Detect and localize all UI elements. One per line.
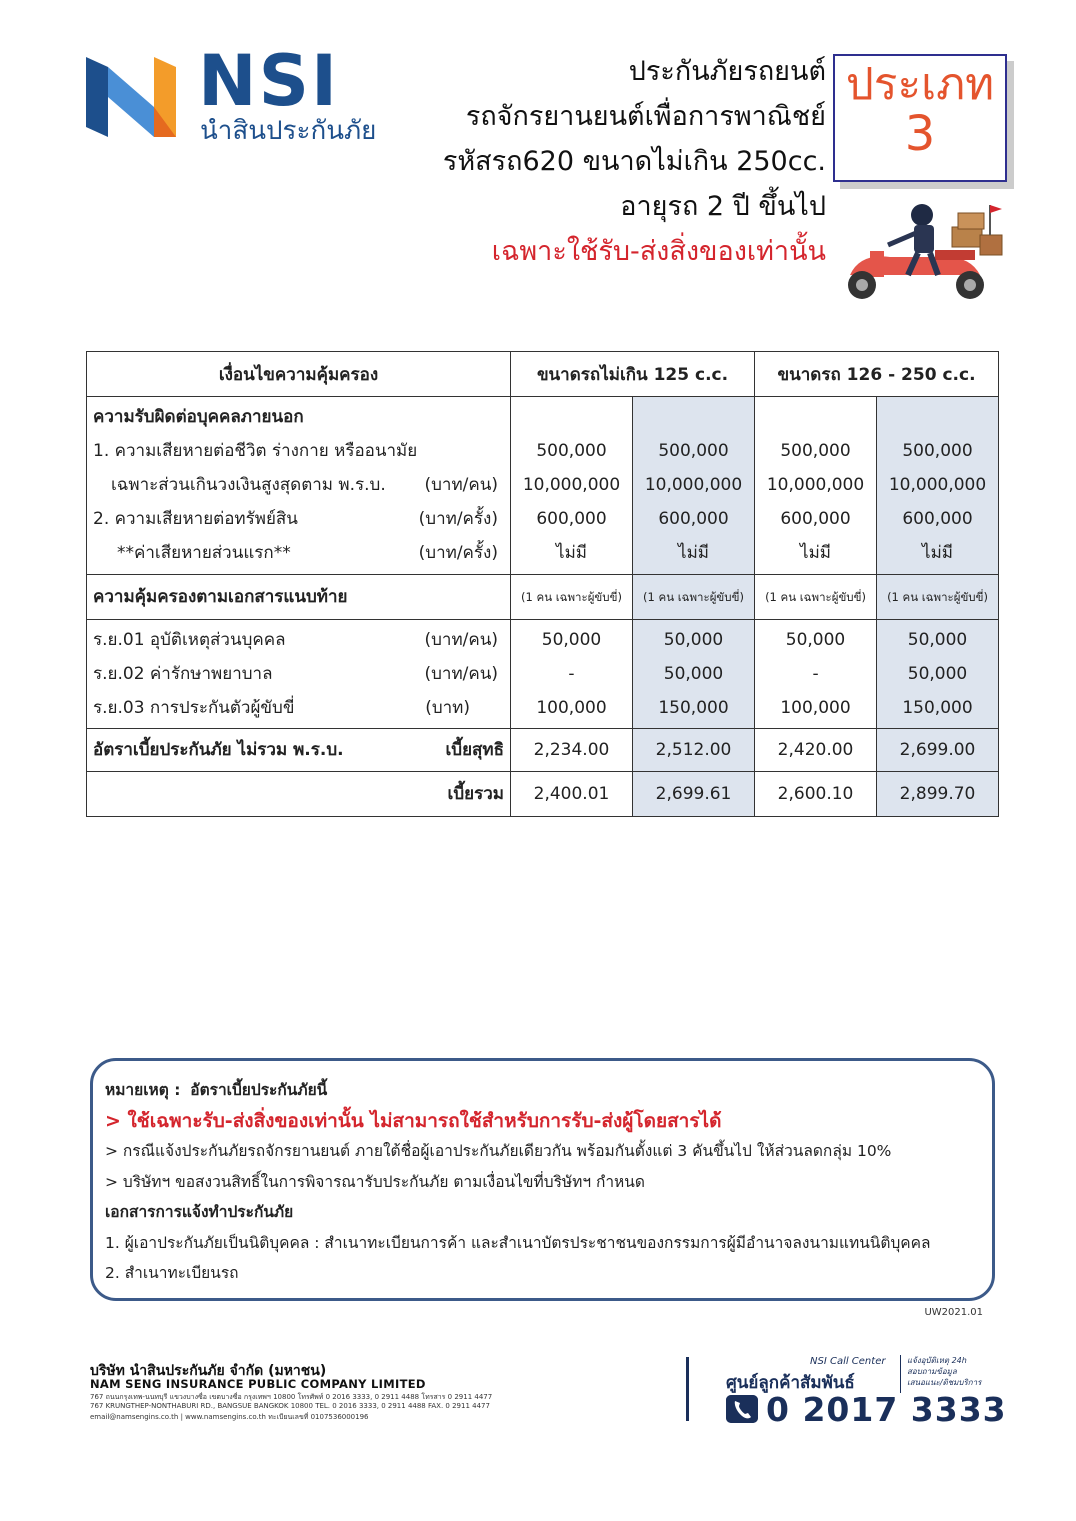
value-cell: 50,000: [541, 630, 602, 650]
row-label: [87, 502, 510, 536]
net-premium-label: เบี้ยสุทธิ: [445, 740, 504, 760]
total-premium-label-cell: [87, 772, 511, 817]
row-label: [87, 691, 510, 725]
unit-text: (บาท): [425, 698, 470, 718]
value-cell: 50,000: [907, 664, 968, 684]
value-cell: 50,000: [663, 630, 724, 650]
delivery-scooter-icon: [830, 195, 1010, 305]
label-text: 1. ความเสียหายต่อชีวิต ร่างกาย หรืออนามัย: [93, 441, 418, 461]
label-text: 2. ความเสียหายต่อทรัพย์สิน: [93, 509, 298, 529]
total-premium-value: 2,699.61: [633, 772, 755, 817]
call-center-label: NSI Call Center: [810, 1356, 886, 1367]
value-cell: 10,000,000: [522, 475, 621, 495]
net-premium-value: 2,420.00: [755, 729, 877, 772]
label-text: **ค่าเสียหายส่วนแรก**: [117, 543, 291, 563]
third-party-label-cell: [87, 397, 511, 575]
insurance-type-number: 3: [904, 106, 936, 163]
notes-delivery-only: > ใช้เฉพาะรับ-ส่งสิ่งของเท่านั้น ไม่สามารถใช้สำหรับการรับ-ส่งผู้โดยสารได้: [105, 1109, 722, 1132]
rider-note-cell: [755, 575, 877, 620]
value-cell: 600,000: [658, 509, 729, 529]
unit-text: (บาท/ครั้ง): [418, 509, 498, 529]
header-size-126-250: ขนาดรถ 126 - 250 c.c.: [755, 352, 999, 397]
value-cell: ไม่มี: [678, 543, 709, 563]
brand-name-th: นำสินประกันภัย: [200, 116, 377, 146]
title-line-2: รถจักรยานยนต์เพื่อการพาณิชย์: [465, 101, 826, 132]
delivery-only-note: เฉพาะใช้รับ-ส่งสิ่งของเท่านั้น: [491, 236, 826, 267]
value-cell: 10,000,000: [644, 475, 743, 495]
value-cell: 500,000: [902, 441, 973, 461]
row-label: [87, 536, 510, 570]
service-feedback: เสนอแนะ/ติชมบริการ: [907, 1378, 982, 1387]
value-cell: -: [568, 664, 575, 684]
insurance-type-box: [833, 54, 1007, 182]
value-cell: ไม่มี: [922, 543, 953, 563]
section-title: ความรับผิดต่อบุคคลภายนอก: [93, 407, 304, 427]
value-cell: 500,000: [780, 441, 851, 461]
value-cell: -: [812, 664, 819, 684]
call-center-phone[interactable]: 0 2017 3333: [766, 1390, 1007, 1429]
value-cell: 50,000: [907, 630, 968, 650]
value-cell: 10,000,000: [888, 475, 987, 495]
rider-note-cell: [511, 575, 633, 620]
row-label: [87, 468, 510, 502]
address-en: 767 KRUNGTHEP-NONTHABURI RD., BANGSUE BANGKOK 10800 TEL. 0 2016 3333, 0 2911 4488 FAX. 0 2911 4477: [90, 1402, 490, 1410]
label-text: ร.ย.03 การประกันตัวผู้ขับขี่: [93, 698, 295, 718]
call-center-th: ศูนย์ลูกค้าสัมพันธ์: [726, 1373, 855, 1393]
value-cell: 50,000: [663, 664, 724, 684]
third-party-col-4: [877, 397, 999, 575]
unit-text: (บาท/คน): [424, 475, 498, 495]
title-line-1: ประกันภัยรถยนต์: [628, 56, 826, 87]
value-cell: 500,000: [658, 441, 729, 461]
riders-title-cell: [87, 575, 511, 620]
label-text: ร.ย.02 ค่ารักษาพยาบาล: [93, 664, 273, 684]
total-premium-value: 2,899.70: [877, 772, 999, 817]
brand-name: NSI: [198, 40, 340, 122]
driver-only-note: (1 คน เฉพาะผู้ขับขี่): [887, 590, 988, 604]
title-line-3: รหัสรถ620 ขนาดไม่เกิน 250cc.: [442, 146, 826, 177]
value-cell: 600,000: [780, 509, 851, 529]
premium-title: อัตราเบี้ยประกันภัย ไม่รวม พ.ร.บ.: [93, 740, 344, 760]
total-premium-value: 2,600.10: [755, 772, 877, 817]
driver-only-note: (1 คน เฉพาะผู้ขับขี่): [765, 590, 866, 604]
docs-heading: เอกสารการแจ้งทำประกันภัย: [105, 1203, 294, 1221]
coverage-table: [86, 351, 999, 817]
riders-col-4: [877, 620, 999, 729]
value-cell: ไม่มี: [800, 543, 831, 563]
total-premium-value: 2,400.01: [511, 772, 633, 817]
value-cell: 600,000: [536, 509, 607, 529]
unit-text: (บาท/คน): [424, 630, 498, 650]
net-premium-value: 2,699.00: [877, 729, 999, 772]
address-th: 767 ถนนกรุงเทพ-นนทบุรี แขวงบางซื่อ เขตบางซื่อ กรุงเทพฯ 10800 โทรศัพท์ 0 2016 3333, 0 2911 4488 โทรสาร 0 2911 4477: [90, 1393, 493, 1401]
section-title: ความคุ้มครองตามเอกสารแนบท้าย: [93, 587, 348, 607]
company-name-th: บริษัท นำสินประกันภัย จำกัด (มหาชน): [90, 1363, 327, 1379]
footer-divider: [686, 1357, 689, 1421]
label-text: ร.ย.01 อุบัติเหตุส่วนบุคคล: [93, 630, 286, 650]
header-conditions: เงื่อนไขความคุ้มครอง: [87, 352, 511, 397]
value-cell: 50,000: [785, 630, 846, 650]
value-cell: 500,000: [536, 441, 607, 461]
riders-label-cell: [87, 620, 511, 729]
third-party-col-2: [633, 397, 755, 575]
notes-group-discount: > กรณีแจ้งประกันภัยรถจักรยานยนต์ ภายใต้ชื่อผู้เอาประกันภัยเดียวกัน พร้อมกันตั้งแต่ 3 คันขึ้นไป ให้ส่วนลดกลุ่ม 10%: [105, 1142, 892, 1160]
value-cell: 100,000: [780, 698, 851, 718]
insurance-type-label: ประเภท: [845, 59, 995, 110]
rider-note-cell: [633, 575, 755, 620]
service-info: สอบถามข้อมูล: [907, 1367, 957, 1376]
phone-icon: [726, 1395, 758, 1423]
net-premium-value: 2,234.00: [511, 729, 633, 772]
total-premium-label: เบี้ยรวม: [447, 784, 504, 804]
service-24h: แจ้งอุบัติเหตุ 24h: [907, 1356, 967, 1365]
title-line-4: อายุรถ 2 ปี ขึ้นไป: [620, 191, 826, 222]
doc-item-1: 1. ผู้เอาประกันภัยเป็นนิติบุคคล : สำเนาทะเบียนการค้า และสำเนาบัตรประชาชนของกรรมการผู้มีอำนาจลงนามแทนนิติบุคคล: [105, 1233, 931, 1252]
contact-line[interactable]: email@namsengins.co.th | www.namsengins.co.th ทะเบียนเลขที่ 0107536000196: [90, 1413, 369, 1421]
header-size-125: ขนาดรถไม่เกิน 125 c.c.: [511, 352, 755, 397]
document-code: UW2021.01: [924, 1307, 983, 1318]
notes-heading: [105, 1075, 980, 1106]
riders-col-1: [511, 620, 633, 729]
net-premium-value: 2,512.00: [633, 729, 755, 772]
notes-box: [90, 1058, 995, 1301]
row-label: [87, 434, 510, 468]
value-cell: 10,000,000: [766, 475, 865, 495]
riders-col-2: [633, 620, 755, 729]
value-cell: 600,000: [902, 509, 973, 529]
row-label: [87, 623, 510, 657]
third-party-col-1: [511, 397, 633, 575]
value-cell: 100,000: [536, 698, 607, 718]
doc-item-2: 2. สำเนาทะเบียนรถ: [105, 1264, 239, 1282]
label-text: เฉพาะส่วนเกินวงเงินสูงสุดตาม พ.ร.บ.: [111, 475, 386, 495]
driver-only-note: (1 คน เฉพาะผู้ขับขี่): [521, 590, 622, 604]
notes-heading-text: อัตราเบี้ยประกันภัยนี้: [190, 1081, 328, 1099]
value-cell: ไม่มี: [556, 543, 587, 563]
net-premium-label-cell: [87, 729, 511, 772]
company-name-en: NAM SENG INSURANCE PUBLIC COMPANY LIMITED: [90, 1377, 426, 1391]
unit-text: (บาท/คน): [424, 664, 498, 684]
value-cell: 150,000: [902, 698, 973, 718]
service-24h-box: [900, 1355, 1007, 1393]
riders-col-3: [755, 620, 877, 729]
notes-heading-label: หมายเหตุ :: [105, 1081, 181, 1099]
third-party-col-3: [755, 397, 877, 575]
nsi-logo-icon: [86, 52, 176, 142]
driver-only-note: (1 คน เฉพาะผู้ขับขี่): [643, 590, 744, 604]
row-label: [87, 657, 510, 691]
value-cell: 150,000: [658, 698, 729, 718]
rider-note-cell: [877, 575, 999, 620]
unit-text: (บาท/ครั้ง): [418, 543, 498, 563]
notes-right-reserved: > บริษัทฯ ขอสงวนสิทธิ์ในการพิจารณารับประกันภัย ตามเงื่อนไขที่บริษัทฯ กำหนด: [105, 1172, 645, 1191]
